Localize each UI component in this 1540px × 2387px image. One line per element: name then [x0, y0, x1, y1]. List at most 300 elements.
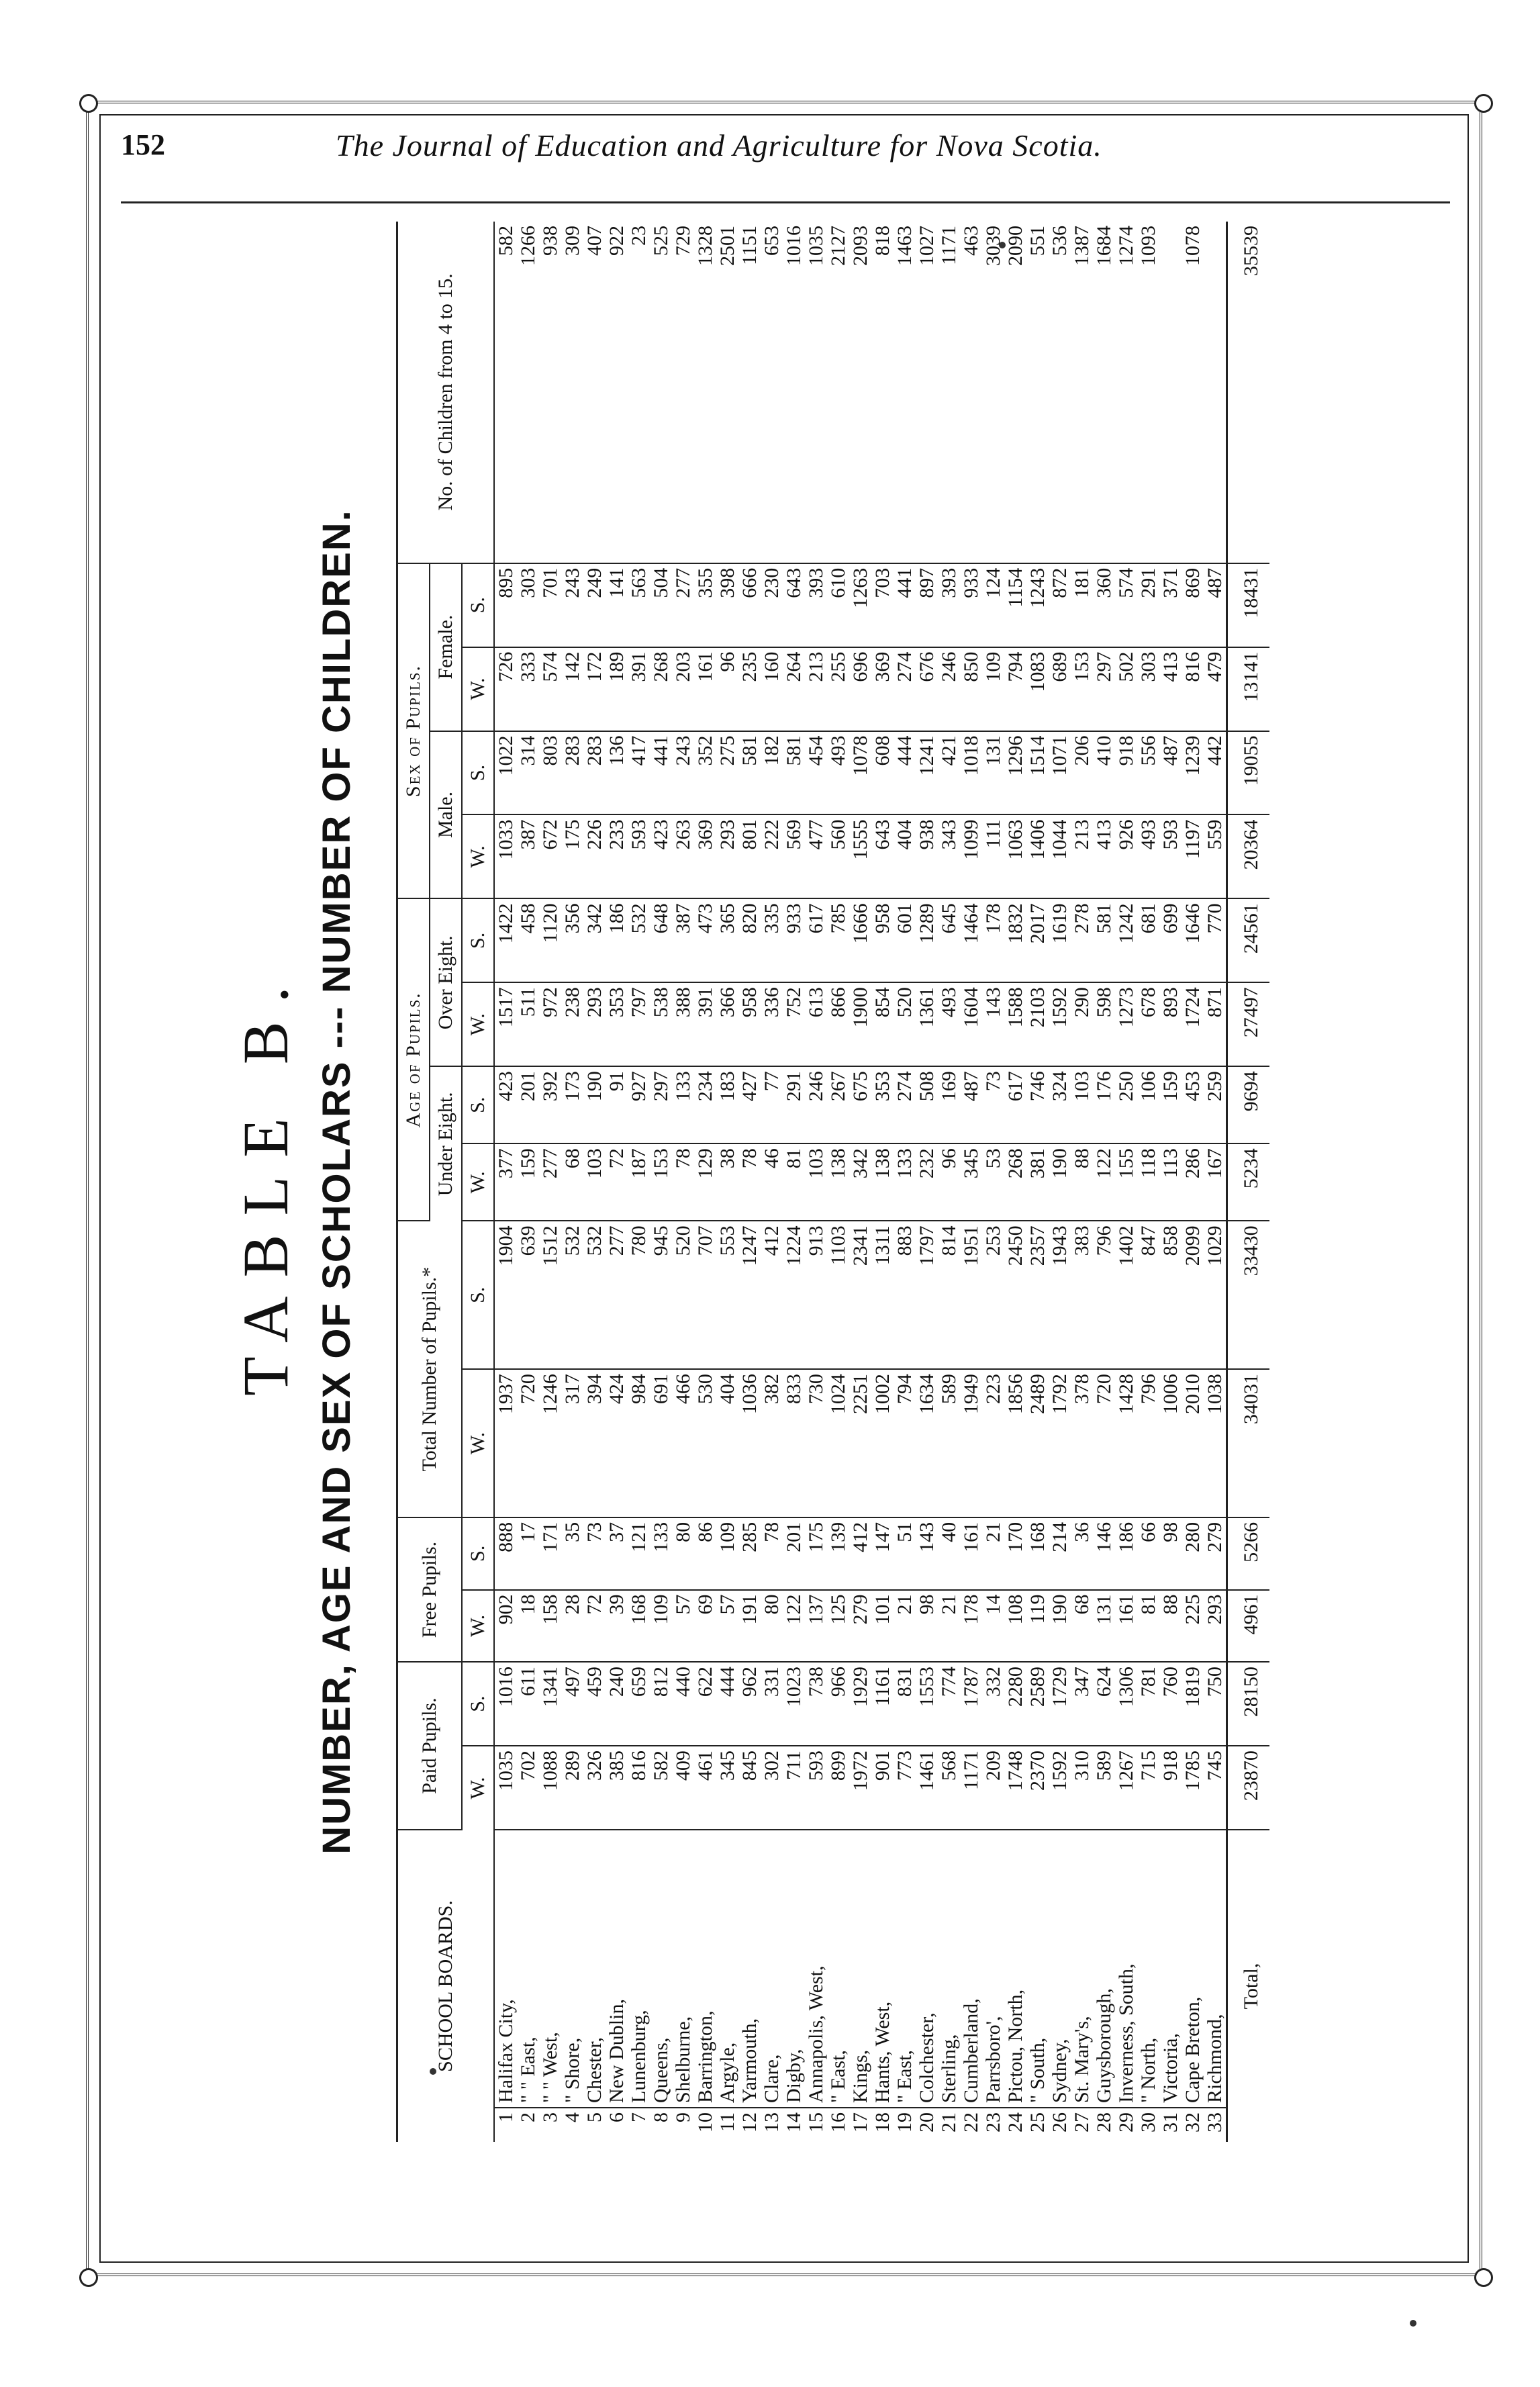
journal-title: The Journal of Education and Agriculture for Nova Scotia.	[336, 128, 1102, 162]
table-cell: 1171	[938, 222, 960, 563]
table-cell: 172	[583, 647, 606, 731]
table-cell: 2501	[716, 222, 738, 563]
table-cell: 109	[982, 647, 1004, 731]
table-cell: 1093	[1137, 222, 1159, 563]
school-board-name: Cape Breton,	[1182, 1830, 1204, 2108]
corner-ornament	[1474, 2268, 1493, 2287]
school-board-name: Shelburne,	[672, 1830, 694, 2108]
table-cell: 752	[783, 982, 805, 1066]
header-w: W.	[462, 814, 494, 898]
table-cell: 1018	[960, 731, 982, 815]
table-cell: 385	[606, 1746, 628, 1830]
table-cell: 750	[1204, 1662, 1227, 1746]
total-cell: 5266	[1227, 1517, 1270, 1590]
table-cell: 125	[827, 1590, 849, 1663]
school-board-name: Sterling,	[938, 1830, 960, 2108]
table-cell: 297	[1093, 647, 1115, 731]
table-cell: 2251	[849, 1369, 871, 1517]
table-cell: 283	[561, 731, 583, 815]
table-row	[716, 222, 738, 2142]
table-cell: 520	[894, 982, 916, 1066]
table-cell: 508	[916, 1066, 938, 1143]
table-cell: 720	[1093, 1369, 1115, 1517]
rotated-table-block	[228, 208, 1356, 2155]
corner-ornament	[1474, 94, 1493, 113]
table-cell: 326	[583, 1746, 606, 1830]
table-cell: 263	[672, 814, 694, 898]
table-cell: 581	[1093, 898, 1115, 982]
table-cell: 1267	[1115, 1746, 1137, 1830]
table-cell: 2450	[1004, 1221, 1026, 1369]
table-cell: 477	[805, 814, 827, 898]
table-cell: 1016	[494, 1662, 517, 1746]
table-cell: 223	[982, 1369, 1004, 1517]
table-cell: 497	[561, 1662, 583, 1746]
total-cell: 23870	[1227, 1746, 1270, 1830]
table-row	[494, 222, 517, 2142]
table-cell: 624	[1093, 1662, 1115, 1746]
table-row	[628, 222, 650, 2142]
table-cell: 155	[1115, 1143, 1137, 1221]
row-number: 16	[827, 2112, 849, 2133]
table-cell: 461	[694, 1746, 716, 1830]
table-cell: 608	[871, 731, 894, 815]
table-cell: 1239	[1182, 731, 1204, 815]
table-cell: 243	[561, 563, 583, 647]
table-cell: 1797	[916, 1221, 938, 1369]
table-cell: 854	[871, 982, 894, 1066]
table-cell: 147	[871, 1517, 894, 1590]
table-cell: 675	[849, 1066, 871, 1143]
table-cell: 648	[650, 898, 672, 982]
table-cell: 232	[916, 1143, 938, 1221]
table-cell: 332	[982, 1662, 1004, 1746]
table-cell: 1311	[871, 1221, 894, 1369]
table-cell: 317	[561, 1369, 583, 1517]
table-cell: 342	[849, 1143, 871, 1221]
table-cell: 1588	[1004, 982, 1026, 1066]
table-cell: 142	[561, 647, 583, 731]
table-cell: 423	[650, 814, 672, 898]
table-cell: 1937	[494, 1369, 517, 1517]
table-cell: 201	[517, 1066, 539, 1143]
table-cell: 676	[916, 647, 938, 731]
table-cell: 382	[761, 1369, 783, 1517]
table-cell: 353	[871, 1066, 894, 1143]
table-cell: 593	[805, 1746, 827, 1830]
header-sex-of-pupils: Sex of Pupils.	[397, 563, 430, 899]
table-cell: 473	[694, 898, 716, 982]
table-cell: 203	[672, 647, 694, 731]
row-number: 17	[849, 2112, 871, 2133]
table-row	[871, 222, 894, 2142]
table-row	[672, 222, 694, 2142]
table-cell: 1463	[894, 222, 916, 563]
row-number: 31	[1159, 2112, 1182, 2133]
table-cell: 938	[916, 814, 938, 898]
table-cell: 1289	[916, 898, 938, 982]
school-board-name: Guysborough,	[1093, 1830, 1115, 2108]
header-s: S.	[462, 1066, 494, 1143]
table-cell: 938	[539, 222, 561, 563]
table-cell: 170	[1004, 1517, 1026, 1590]
row-number: 29	[1115, 2112, 1137, 2133]
table-cell: 255	[827, 647, 849, 731]
table-cell: 958	[871, 898, 894, 982]
table-cell: 1243	[1026, 563, 1049, 647]
table-cell: 371	[1159, 563, 1182, 647]
table-cell: 689	[1049, 647, 1071, 731]
table-cell: 377	[494, 1143, 517, 1221]
table-cell: 1024	[827, 1369, 849, 1517]
table-cell: 38	[716, 1143, 738, 1221]
table-cell: 356	[561, 898, 583, 982]
table-cell: 80	[761, 1590, 783, 1663]
school-board-name: " North,	[1137, 1830, 1159, 2108]
school-board-name: Pictou, North,	[1004, 1830, 1026, 2108]
table-cell: 454	[805, 731, 827, 815]
table-row	[938, 222, 960, 2142]
table-cell: 458	[517, 898, 539, 982]
table-cell: 601	[894, 898, 916, 982]
total-cell: 28150	[1227, 1662, 1270, 1746]
school-board-name: " East,	[827, 1830, 849, 2108]
row-number: 25	[1026, 2112, 1049, 2133]
table-cell: 423	[494, 1066, 517, 1143]
total-row	[1227, 222, 1270, 2142]
table-cell: 831	[894, 1662, 916, 1746]
total-cell: 34031	[1227, 1369, 1270, 1517]
table-cell: 666	[738, 563, 761, 647]
table-cell: 803	[539, 731, 561, 815]
table-cell: 28	[561, 1590, 583, 1663]
header-male: Male.	[430, 731, 462, 899]
table-cell: 412	[849, 1517, 871, 1590]
table-cell: 2589	[1026, 1662, 1049, 1746]
table-row	[960, 222, 982, 2142]
table-cell: 173	[561, 1066, 583, 1143]
table-cell: 404	[716, 1369, 738, 1517]
table-cell: 109	[716, 1517, 738, 1590]
running-head	[121, 128, 1450, 175]
header-w: W.	[462, 1143, 494, 1221]
table-cell: 407	[583, 222, 606, 563]
table-cell: 1171	[960, 1746, 982, 1830]
total-label: Total,	[1227, 1830, 1270, 2142]
table-cell: 53	[982, 1143, 1004, 1221]
table-cell: 393	[938, 563, 960, 647]
table-cell: 365	[716, 898, 738, 982]
table-cell: 1103	[827, 1221, 849, 1369]
table-cell: 487	[1204, 563, 1227, 647]
header-paid-pupils: Paid Pupils.	[397, 1662, 463, 1830]
row-number: 13	[761, 2112, 783, 2133]
table-cell: 1904	[494, 1221, 517, 1369]
table-cell: 98	[916, 1590, 938, 1663]
table-cell: 872	[1049, 563, 1071, 647]
table-cell: 1949	[960, 1369, 982, 1517]
table-cell: 88	[1071, 1143, 1093, 1221]
table-cell: 1406	[1026, 814, 1049, 898]
table-cell: 259	[1204, 1066, 1227, 1143]
table-cell: 421	[938, 731, 960, 815]
header-under-eight: Under Eight.	[430, 1066, 462, 1221]
table-cell: 1241	[916, 731, 938, 815]
school-board-name: Richmond,	[1204, 1830, 1227, 2108]
table-cell: 178	[982, 898, 1004, 982]
table-cell: 131	[982, 731, 1004, 815]
table-row	[694, 222, 716, 2142]
table-cell: 250	[1115, 1066, 1137, 1143]
table-cell: 568	[938, 1746, 960, 1830]
table-cell: 343	[938, 814, 960, 898]
total-cell: 20364	[1227, 814, 1270, 898]
table-cell: 345	[960, 1143, 982, 1221]
table-row	[1204, 222, 1227, 2142]
table-cell: 230	[761, 563, 783, 647]
table-cell: 1592	[1049, 982, 1071, 1066]
table-cell: 1036	[738, 1369, 761, 1517]
table-cell: 487	[960, 1066, 982, 1143]
table-cell: 98	[1159, 1517, 1182, 1590]
table-cell: 511	[517, 982, 539, 1066]
table-cell: 1634	[916, 1369, 938, 1517]
table-cell: 366	[716, 982, 738, 1066]
table-cell: 314	[517, 731, 539, 815]
table-cell: 240	[606, 1662, 628, 1746]
table-cell: 278	[1071, 898, 1093, 982]
header-s: S.	[462, 563, 494, 647]
table-cell: 1792	[1049, 1369, 1071, 1517]
row-number: 33	[1204, 2112, 1226, 2133]
row-number: 21	[938, 2112, 960, 2133]
school-board-name: " " West,	[539, 1830, 561, 2108]
table-row	[894, 222, 916, 2142]
school-board-name: " South,	[1026, 1830, 1049, 2108]
school-board-name: Annapolis, West,	[805, 1830, 827, 2108]
table-cell: 1832	[1004, 898, 1026, 982]
table-cell: 161	[1115, 1590, 1137, 1663]
table-cell: 290	[1071, 982, 1093, 1066]
table-cell: 190	[583, 1066, 606, 1143]
table-cell: 187	[628, 1143, 650, 1221]
row-number: 24	[1004, 2112, 1026, 2133]
row-number: 6	[606, 2112, 628, 2122]
table-cell: 593	[1159, 814, 1182, 898]
table-cell: 1514	[1026, 731, 1049, 815]
row-number: 12	[738, 2112, 761, 2133]
table-cell: 233	[606, 814, 628, 898]
table-cell: 1684	[1093, 222, 1115, 563]
table-cell: 745	[1204, 1746, 1227, 1830]
table-cell: 1402	[1115, 1221, 1137, 1369]
table-cell: 169	[938, 1066, 960, 1143]
table-cell: 3039	[982, 222, 1004, 563]
table-cell: 21	[894, 1590, 916, 1663]
header-over-eight: Over Eight.	[430, 898, 462, 1066]
table-cell: 246	[938, 647, 960, 731]
table-cell: 274	[894, 1066, 916, 1143]
table-cell: 574	[1115, 563, 1137, 647]
header-female: Female.	[430, 563, 462, 731]
table-cell: 201	[783, 1517, 805, 1590]
table-cell: 1224	[783, 1221, 805, 1369]
table-cell: 479	[1204, 647, 1227, 731]
table-cell: 773	[894, 1746, 916, 1830]
table-row	[539, 222, 561, 2142]
table-cell: 2103	[1026, 982, 1049, 1066]
table-cell: 1604	[960, 982, 982, 1066]
row-number: 3	[539, 2112, 561, 2122]
table-cell: 91	[606, 1066, 628, 1143]
statistics-table	[396, 222, 1269, 2142]
table-row	[1115, 222, 1137, 2142]
header-w: W.	[462, 1369, 494, 1517]
table-cell: 2280	[1004, 1662, 1026, 1746]
table-cell: 310	[1071, 1746, 1093, 1830]
table-cell: 582	[650, 1746, 672, 1830]
table-cell: 171	[539, 1517, 561, 1590]
table-cell: 81	[783, 1143, 805, 1221]
table-cell: 121	[628, 1517, 650, 1590]
table-cell: 109	[650, 1590, 672, 1663]
table-cell: 1328	[694, 222, 716, 563]
table-cell: 103	[805, 1143, 827, 1221]
table-row	[738, 222, 761, 2142]
table-cell: 487	[1159, 731, 1182, 815]
row-number: 28	[1093, 2112, 1115, 2133]
table-cell: 277	[539, 1143, 561, 1221]
table-cell: 520	[672, 1221, 694, 1369]
table-cell: 1553	[916, 1662, 938, 1746]
table-cell: 1724	[1182, 982, 1204, 1066]
table-cell: 190	[1049, 1143, 1071, 1221]
table-cell: 234	[694, 1066, 716, 1143]
table-cell: 369	[871, 647, 894, 731]
table-cell: 901	[871, 1746, 894, 1830]
table-cell: 355	[694, 563, 716, 647]
page-number: 152	[121, 128, 165, 161]
table-cell: 225	[1182, 1590, 1204, 1663]
table-cell: 264	[783, 647, 805, 731]
table-cell: 78	[738, 1143, 761, 1221]
table-cell: 191	[738, 1590, 761, 1663]
table-cell: 186	[1115, 1517, 1137, 1590]
table-cell: 538	[650, 982, 672, 1066]
table-cell: 801	[738, 814, 761, 898]
table-row	[1182, 222, 1204, 2142]
row-number: 7	[628, 2112, 650, 2122]
table-cell: 138	[827, 1143, 849, 1221]
table-cell: 1787	[960, 1662, 982, 1746]
table-cell: 387	[672, 898, 694, 982]
table-cell: 131	[1093, 1590, 1115, 1663]
table-cell: 883	[894, 1221, 916, 1369]
table-cell: 1341	[539, 1662, 561, 1746]
school-board-name: Argyle,	[716, 1830, 738, 2108]
table-cell: 441	[650, 731, 672, 815]
school-board-name: Chester,	[583, 1830, 606, 2108]
header-w: W.	[462, 1746, 494, 1830]
table-cell: 643	[783, 563, 805, 647]
table-cell: 335	[761, 898, 783, 982]
row-number: 1	[495, 2112, 517, 2122]
table-cell: 14	[982, 1590, 1004, 1663]
table-cell: 190	[1049, 1590, 1071, 1663]
table-cell: 1273	[1115, 982, 1137, 1066]
table-row	[606, 222, 628, 2142]
school-board-name: " Shore,	[561, 1830, 583, 2108]
table-cell: 816	[628, 1746, 650, 1830]
row-number: 26	[1049, 2112, 1071, 2133]
header-number-of-children: No. of Children from 4 to 15.	[397, 222, 495, 563]
table-cell: 78	[672, 1143, 694, 1221]
table-cell: 275	[716, 731, 738, 815]
header-total-number: Total Number of Pupils.*	[397, 1221, 463, 1517]
total-cell: 4961	[1227, 1590, 1270, 1663]
table-row	[1159, 222, 1182, 2142]
table-row	[517, 222, 539, 2142]
table-cell: 213	[1071, 814, 1093, 898]
table-cell: 1266	[517, 222, 539, 563]
table-cell: 780	[628, 1221, 650, 1369]
table-row	[982, 222, 1004, 2142]
row-number: 2	[517, 2112, 539, 2122]
table-cell: 1063	[1004, 814, 1026, 898]
table-cell: 1242	[1115, 898, 1137, 982]
table-cell: 268	[650, 647, 672, 731]
table-cell: 1035	[805, 222, 827, 563]
table-cell: 582	[494, 222, 517, 563]
row-number: 19	[894, 2112, 916, 2133]
row-number: 22	[960, 2112, 982, 2133]
table-cell: 167	[1204, 1143, 1227, 1221]
table-cell: 553	[716, 1221, 738, 1369]
table-cell: 392	[539, 1066, 561, 1143]
table-cell	[1204, 222, 1227, 563]
table-cell: 645	[938, 898, 960, 982]
table-cell: 293	[583, 982, 606, 1066]
corner-ornament	[79, 94, 98, 113]
total-cell: 5234	[1227, 1143, 1270, 1221]
table-cell: 444	[716, 1662, 738, 1746]
table-cell: 387	[517, 814, 539, 898]
table-cell: 78	[761, 1517, 783, 1590]
speck	[1410, 2320, 1416, 2327]
table-cell: 96	[716, 647, 738, 731]
table-cell: 238	[561, 982, 583, 1066]
table-cell: 818	[871, 222, 894, 563]
table-cell: 1006	[1159, 1369, 1182, 1517]
table-cell: 984	[628, 1369, 650, 1517]
table-cell: 88	[1159, 1590, 1182, 1663]
table-cell: 133	[894, 1143, 916, 1221]
table-cell: 101	[871, 1590, 894, 1663]
school-board-name: Queens,	[650, 1830, 672, 2108]
table-cell: 347	[1071, 1662, 1093, 1746]
table-cell: 1951	[960, 1221, 982, 1369]
table-cell: 153	[1071, 647, 1093, 731]
header-s: S.	[462, 898, 494, 982]
table-cell: 118	[1137, 1143, 1159, 1221]
table-cell: 847	[1137, 1221, 1159, 1369]
table-cell: 40	[938, 1517, 960, 1590]
table-cell: 589	[1093, 1746, 1115, 1830]
table-cell: 569	[783, 814, 805, 898]
table-cell: 1161	[871, 1662, 894, 1746]
table-cell: 493	[938, 982, 960, 1066]
table-body	[494, 222, 1269, 2142]
